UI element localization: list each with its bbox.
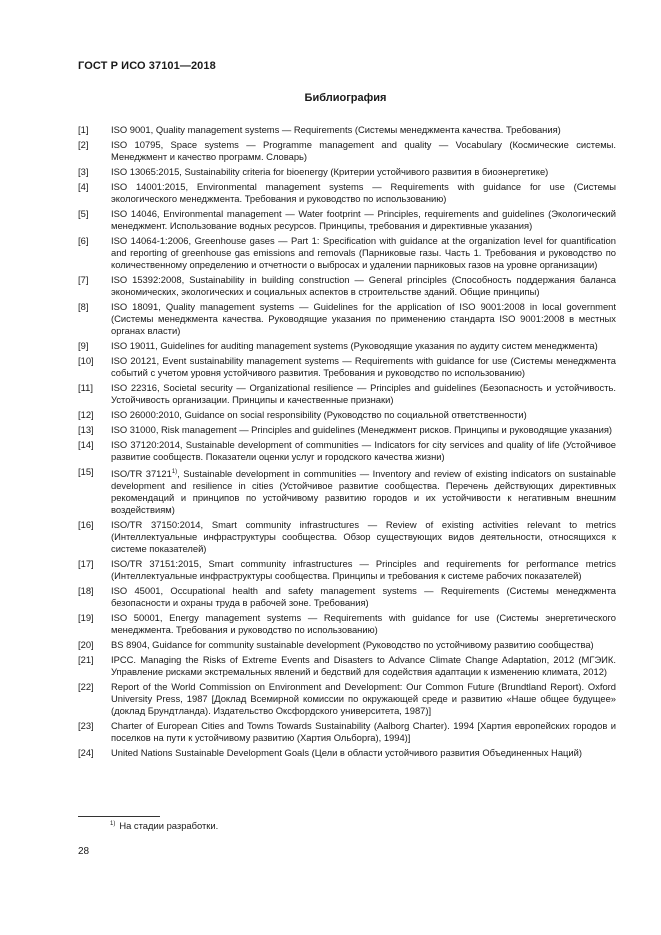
- entry-number: [5]: [78, 208, 89, 219]
- bibliography-entry: [78, 355, 616, 379]
- entry-text: ISO 26000:2010, Guidance on social responsibility (Руководство по социальной ответственности): [111, 409, 527, 420]
- entry-text-rest: , Sustainable development in communities — Inventory and review of existing indicators on sustainable development and resilience in cities (Устойчивое развитие сообщества. Перечень действующих директивных рекомендаций и принципов по устойчивому развитию городов и их устойчивости к негативным внешним воздействиям): [111, 468, 616, 515]
- bibliography-entry: [78, 558, 616, 582]
- entry-text: Report of the World Commission on Environment and Development: Our Common Future (Brundtland Report). Oxford University Press, 1987 [Доклад Всемирной комиссии по окружающей среде и развитию «Наше общее будущее» (доклад Брундтланда). Издательство Оксфордского университета, 1987)]: [111, 681, 616, 716]
- bibliography-entry: [78, 439, 616, 463]
- bibliography-entry: [78, 301, 616, 337]
- entry-number: [17]: [78, 558, 94, 569]
- entry-text: ISO 19011, Guidelines for auditing management systems (Руководящие указания по аудиту систем менеджмента): [111, 340, 598, 351]
- bibliography-entry: [78, 181, 616, 205]
- footnote: [110, 820, 218, 831]
- bibliography-entry: [78, 424, 616, 436]
- bibliography-entry: [78, 208, 616, 232]
- entry-number: [22]: [78, 681, 94, 692]
- entry-number: [18]: [78, 585, 94, 596]
- entry-number: [6]: [78, 235, 89, 246]
- bibliography-entry: [78, 585, 616, 609]
- bibliography-entry: [78, 382, 616, 406]
- entry-text: ISO 14064-1:2006, Greenhouse gases — Part 1: Specification with guidance at the organization level for quantification and reporting of greenhouse gas emissions and removals (Парниковые газы. Часть 1. Требования и руководство по количественному определению и отчетности о выбросах и удалении парниковых газов на уровне организации): [111, 235, 616, 270]
- entry-text: ISO 9001, Quality management systems — Requirements (Системы менеджмента качества. Требования): [111, 124, 561, 135]
- entry-number: [23]: [78, 720, 94, 731]
- footnote-mark: 1): [110, 821, 116, 827]
- bibliography-entry: [78, 612, 616, 636]
- entry-text: ISO 14046, Environmental management — Water footprint — Principles, requirements and guidelines (Экологический менеджмент. Использование водных ресурсов. Принципы, требования и директивные указания): [111, 208, 616, 231]
- entry-text-prefix: ISO/TR 37121: [111, 468, 172, 479]
- entry-number: [15]: [78, 466, 94, 477]
- entry-number: [21]: [78, 654, 94, 665]
- bibliography-entry: [78, 466, 616, 516]
- entry-number: [12]: [78, 409, 94, 420]
- entry-text: ISO 45001, Occupational health and safety management systems — Requirements (Системы менеджмента безопасности и охраны труда в рабочей зоне. Требования): [111, 585, 616, 608]
- entry-text: ISO 18091, Quality management systems — Guidelines for the application of ISO 9001:2008 in local government (Системы менеджмента качества. Руководящие указания по применению стандарта ISO 9001:2008 в местных органах власти): [111, 301, 616, 336]
- bibliography-entry: [78, 124, 616, 136]
- entry-number: [11]: [78, 382, 93, 393]
- entry-text: BS 8904, Guidance for community sustainable development (Руководство по устойчивому развитию сообщества): [111, 639, 594, 650]
- entry-number: [24]: [78, 747, 94, 758]
- entry-number: [20]: [78, 639, 94, 650]
- bibliography-title: Библиография: [304, 92, 387, 104]
- bibliography-entry: [78, 519, 616, 555]
- entry-number: [9]: [78, 340, 89, 351]
- entry-text: ISO 50001, Energy management systems — Requirements with guidance for use (Системы энергетического менеджмента. Требования и руководство по использованию): [111, 612, 616, 635]
- entry-number: [8]: [78, 301, 89, 312]
- entry-number: [13]: [78, 424, 94, 435]
- footnote-divider: [78, 816, 160, 817]
- entry-text: ISO/TR 37150:2014, Smart community infrastructures — Review of existing activities relevant to metrics (Интеллектуальные инфраструктуры сообщества. Обзор существующих видов деятельности, относящихся к системе показателей): [111, 519, 616, 554]
- entry-text: ISO/TR 37151:2015, Smart community infrastructures — Principles and requirements for performance metrics (Интеллектуальные инфраструктуры сообщества. Принципы и требования к системе рабочих показателей): [111, 558, 616, 581]
- entry-text: IPCC. Managing the Risks of Extreme Events and Disasters to Advance Climate Change Adaptation, 2012 (МГЭИК. Управление рисками экстремальных явлений и бедствий для содействия адаптации к изменению климата, 2012): [111, 654, 616, 677]
- bibliography-entry: [78, 139, 616, 163]
- entry-number: [1]: [78, 124, 89, 135]
- bibliography-entry: [78, 166, 616, 178]
- entry-text: ISO 37120:2014, Sustainable development of communities — Indicators for city services and quality of life (Устойчивое развитие сообществ. Показатели оценки услуг и городского качества жизни): [111, 439, 616, 462]
- entry-number: [4]: [78, 181, 89, 192]
- entry-text: ISO 14001:2015, Environmental management systems — Requirements with guidance for use (Системы экологического менеджмента. Требования и руководство по использованию): [111, 181, 616, 204]
- entry-text: ISO 20121, Event sustainability management systems — Requirements with guidance for use (Системы менеджмента событий с учетом уровня устойчивого развития. Требования и руководство по использованию): [111, 355, 616, 378]
- entry-number: [7]: [78, 274, 89, 285]
- entry-text: United Nations Sustainable Development Goals (Цели в области устойчивого развития Объединенных Наций): [111, 747, 583, 758]
- entry-number: [14]: [78, 439, 94, 450]
- bibliography-entry: [78, 409, 616, 421]
- entry-text: ISO 10795, Space systems — Programme management and quality — Vocabulary (Космические системы. Менеджмент и качество программ. Словарь): [111, 139, 616, 162]
- entry-text: ISO 15392:2008, Sustainability in building construction — General principles (Способность поддержания баланса экономических, экологических и социальных аспектов в строительстве зданий. Общие принципы): [111, 274, 616, 297]
- document-header: ГОСТ Р ИСО 37101—2018: [78, 60, 216, 72]
- entry-text: ISO 31000, Risk management — Principles and guidelines (Менеджмент рисков. Принципы и руководящие указания): [111, 424, 613, 435]
- bibliography-entry: [78, 274, 616, 298]
- entry-number: [2]: [78, 139, 89, 150]
- page-number: 28: [78, 846, 90, 857]
- bibliography-entry: [78, 747, 616, 759]
- bibliography-entry: [78, 340, 616, 352]
- footnote-text: На стадии разработки.: [119, 820, 219, 831]
- bibliography-entry: [78, 235, 616, 271]
- entry-number: [10]: [78, 355, 94, 366]
- bibliography-entry: [78, 720, 616, 744]
- bibliography-entry: [78, 681, 616, 717]
- footnote-reference: 1): [171, 469, 178, 475]
- bibliography-entry: [78, 654, 616, 678]
- entry-text: ISO 22316, Societal security — Organizational resilience — Principles and guidelines (Безопасность и устойчивость. Устойчивость организации. Принципы и качественные признаки): [111, 382, 616, 405]
- bibliography-entry: [78, 639, 616, 651]
- bibliography-list: [78, 124, 616, 762]
- entry-text: ISO 13065:2015, Sustainability criteria for bioenergy (Критерии устойчивого развития в биоэнергетике): [111, 166, 549, 177]
- entry-text: Charter of European Cities and Towns Towards Sustainability (Aalborg Charter). 1994 [Хартия европейских городов и поселков на пути к устойчивому развитию (Хартия Ольборга), 1994)]: [111, 720, 616, 743]
- entry-number: [16]: [78, 519, 94, 530]
- entry-number: [3]: [78, 166, 89, 177]
- entry-number: [19]: [78, 612, 94, 623]
- entry-text: [111, 466, 616, 516]
